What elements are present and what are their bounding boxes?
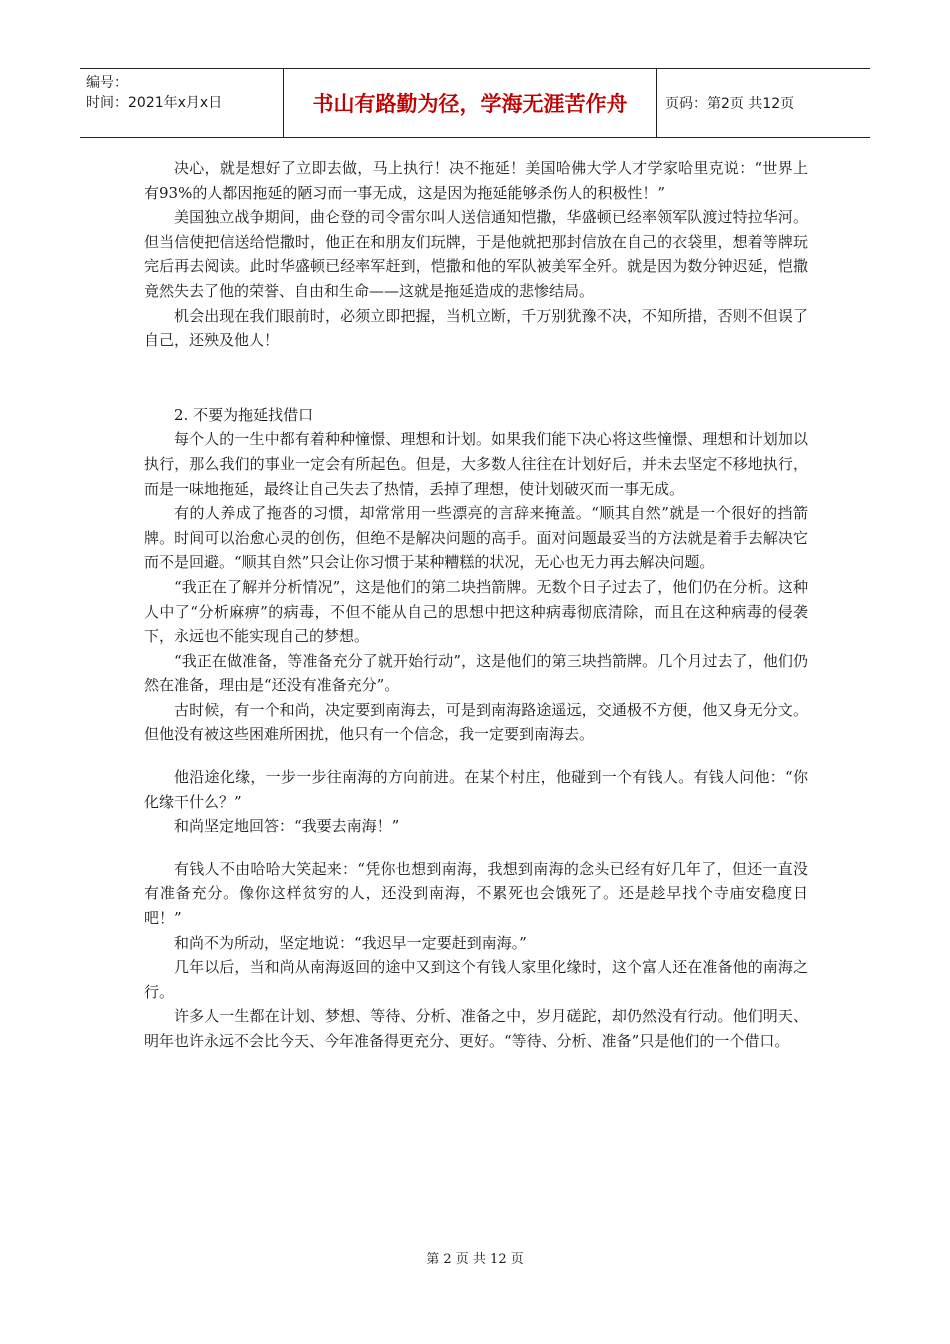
paragraph: 和尚不为所动，坚定地说：“我迟早一定要赶到南海。” — [174, 933, 527, 952]
header-meta — [80, 69, 284, 137]
paragraph: 他沿途化缘，一步一步往南海的方向前进。在某个村庄，他碰到一个有钱人。有钱人问他：“你化缘干什么？” — [144, 768, 808, 811]
paragraph: 古时候，有一个和尚，决定要到南海去，可是到南海路途遥远，交通极不方便，他又身无分文。但他没有被这些困难所困扰，他只有一个信念，我一定要到南海去。 — [144, 700, 808, 744]
page-footer: 第 2 页 共 12 页 — [426, 1252, 524, 1267]
header-motto: 书山有路勤为径，学海无涯苦作舟 — [284, 69, 657, 137]
paragraph: 有钱人不由哈哈大笑起来：“凭你也想到南海，我想到南海的念头已经有好几年了，但还一直没有准备充分。像你这样贫穷的人，还没到南海，不累死也会饿死了。还是趁早找个寺庙安稳度日吧！” — [144, 859, 808, 928]
paragraph: 许多人一生都在计划、梦想、等待、分析、准备之中，岁月磋跎，却仍然没有行动。他们明天、明年也许永远不会比今天、今年准备得更充分、更好。“等待、分析、准备”只是他们的一个借口。 — [144, 1007, 808, 1050]
paragraph: 有的人养成了拖沓的习惯，却常常用一些漂亮的言辞来掩盖。“顺其自然”就是一个很好的挡箭牌。时间可以治愈心灵的创伤，但绝不是解决问题的高手。面对问题最妥当的方法就是着手去解决它而不是回避。“顺其自然”只会让你习惯于某种糟糕的状况，无心也无力再去解决问题。 — [144, 504, 808, 572]
section-heading: 2. 不要为拖延找借口 — [174, 405, 314, 424]
document-number-label: 编号： — [86, 75, 128, 91]
paragraph: 和尚坚定地回答：“我要去南海！” — [174, 817, 400, 836]
page-header — [80, 68, 870, 138]
paragraph: 决心，就是想好了立即去做，马上执行！决不拖延！美国哈佛大学人才学家哈里克说：“世界上有93%的人都因拖延的陋习而一事无成，这是因为拖延能够杀伤人的积极性！” — [144, 159, 808, 202]
paragraph: 美国独立战争期间，曲仑登的司令雷尔叫人送信通知恺撒，华盛顿已经率领军队渡过特拉华河。但当信使把信送给恺撒时，他正在和朋友们玩牌，于是他就把那封信放在自己的衣袋里，想着等牌玩完后再去阅读。此时华盛顿已经率军赶到，恺撒和他的军队被美军全歼。就是因为数分钟迟延，恺撒竟然失去了他的荣誉、自由和生命——这就是拖延造成的悲惨结局。 — [144, 208, 808, 300]
document-body — [144, 156, 808, 1054]
document-date-label: 时间：2021年x月x日 — [86, 95, 223, 111]
header-page-label: 页码：第2页 共12页 — [665, 96, 795, 112]
paragraph: 几年以后，当和尚从南海返回的途中又到这个有钱人家里化缘时，这个富人还在准备他的南海之行。 — [144, 958, 808, 1001]
paragraph: “我正在了解并分析情况”，这是他们的第二块挡箭牌。无数个日子过去了，他们仍在分析。这种人中了“分析麻痹”的病毒，不但不能从自己的思想中把这种病毒彻底清除，而且在这种病毒的侵袭下，永远也不能实现自己的梦想。 — [144, 577, 808, 646]
paragraph: 机会出现在我们眼前时，必须立即把握，当机立断，千万别犹豫不决，不知所措，否则不但误了自己，还殃及他人！ — [144, 306, 808, 350]
paragraph: 每个人的一生中都有着种种憧憬、理想和计划。如果我们能下决心将这些憧憬、理想和计划加以执行，那么我们的事业一定会有所起色。但是，大多数人往往在计划好后，并未去坚定不移地执行，而是一味地拖延，最终让自己失去了热情，丢掉了理想，使计划破灭而一事无成。 — [144, 430, 808, 498]
paragraph: “我正在做准备，等准备充分了就开始行动”，这是他们的第三块挡箭牌。几个月过去了，他们仍然在准备，理由是“还没有准备充分”。 — [144, 651, 808, 695]
